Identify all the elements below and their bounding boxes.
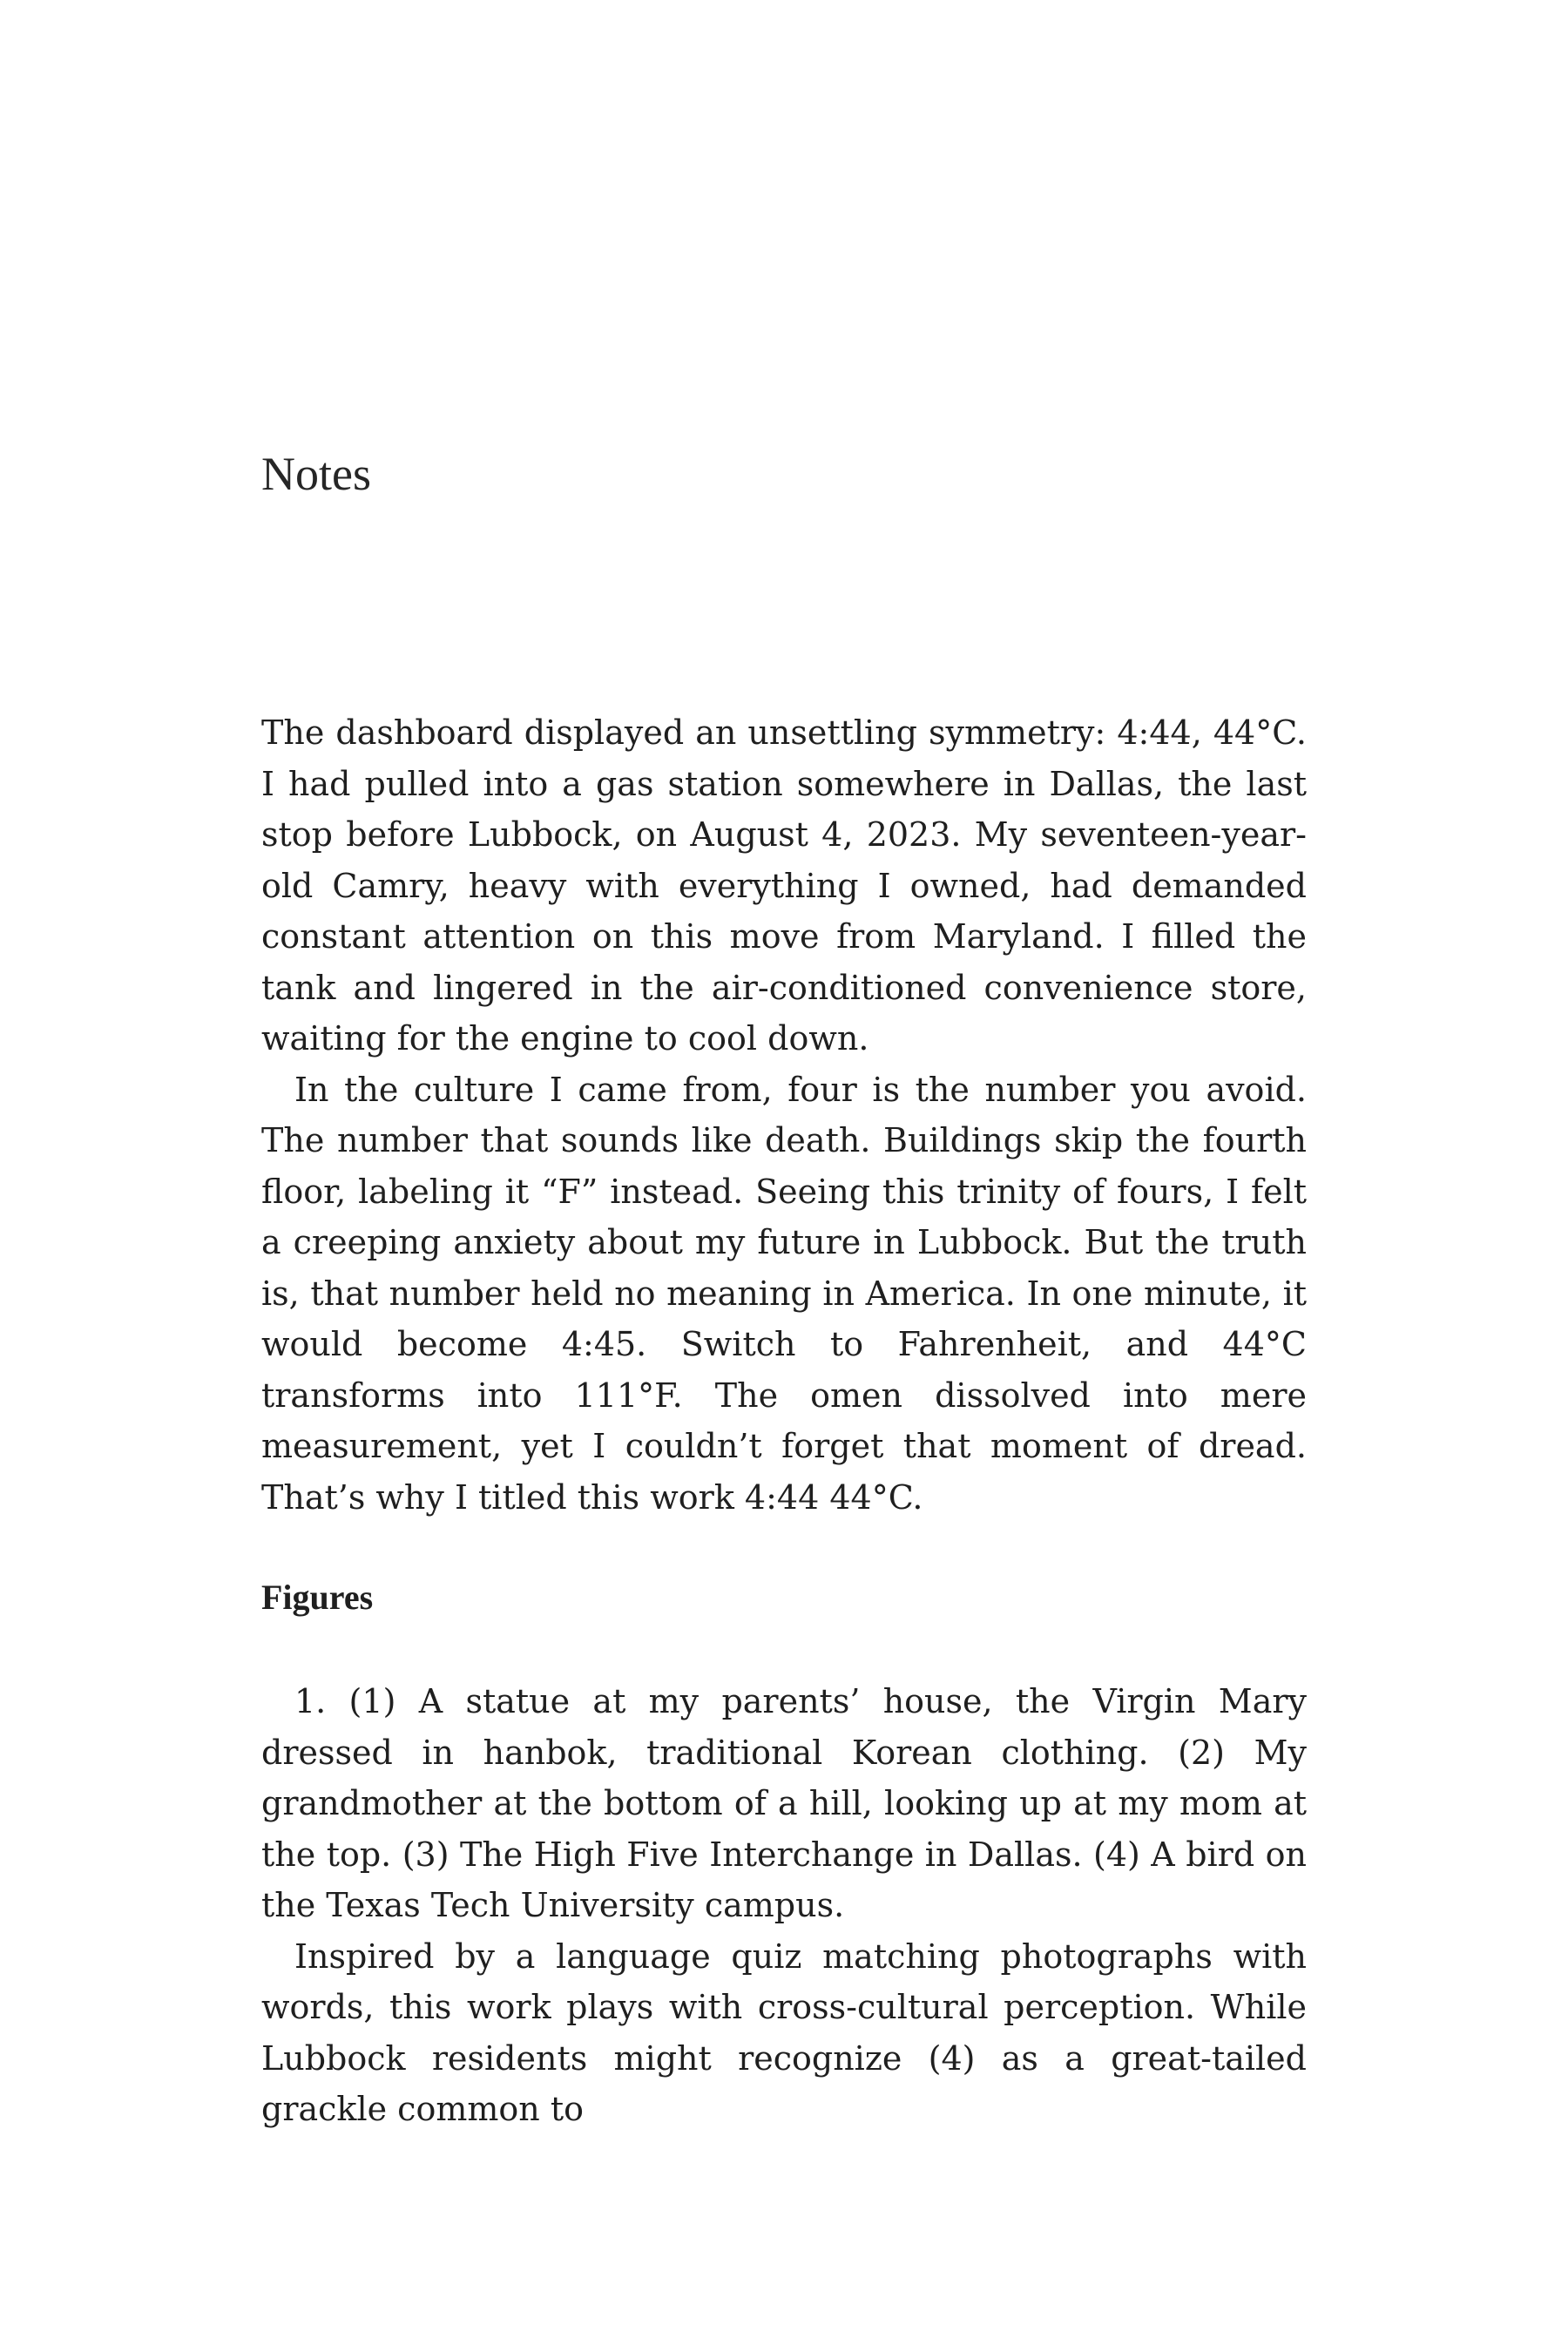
notes-title: Notes [261, 448, 371, 500]
notes-body [261, 707, 1307, 1523]
notes-paragraph-2: In the culture I came from, four is the number you avoid. The number that sounds like death. Buildings skip the fourth floor, labeling it “F” instead. Seeing this trinity of fours, I felt a creeping anxiety about my future in Lubbock. But the truth is, that number held no meaning in America. In one minute, it would become 4:45. Switch to Fahrenheit, and 44°C transforms into 111°F. The omen dissolved into mere measurement, yet I couldn’t forget that moment of dread. That’s why I titled this work 4:44 44°C. [261, 1070, 1307, 1517]
figures-heading: Figures [261, 1578, 374, 1617]
notes-paragraph-1: The dashboard displayed an unsettling symmetry: 4:44, 44°C. I had pulled into a gas station somewhere in Dallas, the last stop before Lubbock, on August 4, 2023. My seventeen-year-old Camry, heavy with everything I owned, had demanded constant attention on this move from Maryland. I filled the tank and lingered in the air-conditioned convenience store, waiting for the engine to cool down. [261, 713, 1307, 1058]
book-page [261, 0, 1307, 2352]
figures-body [261, 1676, 1307, 2135]
figure-note-1-continuation: Inspired by a language quiz matching photographs with words, this work plays with cross-cultural perception. While Lubbock residents might recognize (4) as a great-tailed grackle common to [261, 1936, 1307, 2128]
figure-note-1: 1. (1) A statue at my parents’ house, the Virgin Mary dressed in hanbok, traditional Korean clothing. (2) My grandmother at the bottom of a hill, looking up at my mom at the top. (3) The High Five Interchange in Dallas. (4) A bird on the Texas Tech University campus. [261, 1682, 1307, 1924]
